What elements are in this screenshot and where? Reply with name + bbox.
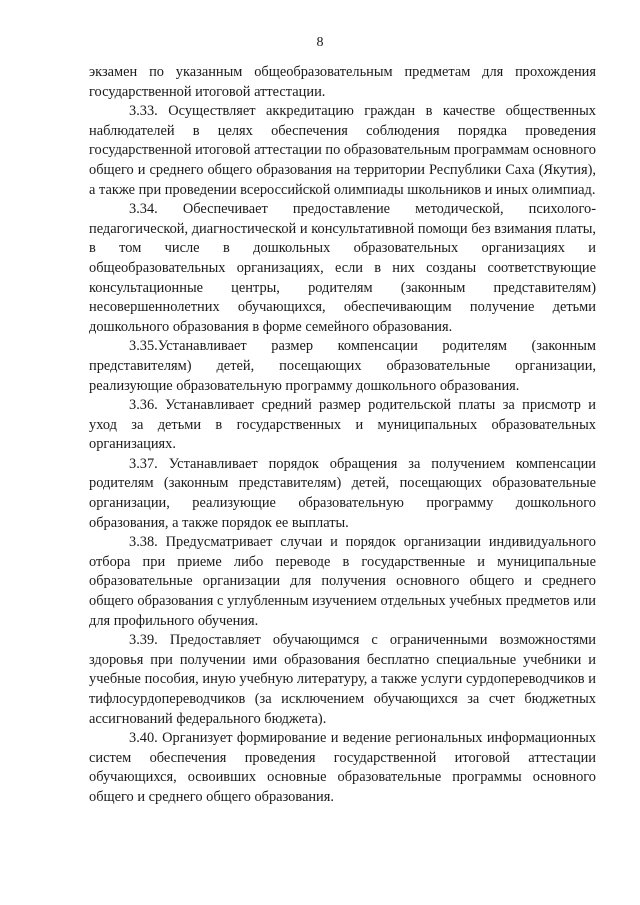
- page-number: 8: [316, 35, 324, 50]
- document-body: [89, 63, 596, 808]
- paragraph-3-39: 3.39. Предоставляет обучающимся с ограниченными возможностями здоровья при получении ими образования бесплатно специальные учебники и учебные пособия, иную учебную литературу, а также услуги сурдопереводчиков и тифлосурдопереводчиков (за исключением обучающихся за счет бюджетных ассигнований федерального бюджета).: [89, 632, 596, 727]
- paragraph-continuation: экзамен по указанным общеобразовательным предметам для прохождения государственной итоговой аттестации.: [89, 64, 596, 100]
- paragraph-3-34: 3.34. Обеспечивает предоставление методической, психолого-педагогической, диагностической и консультативной помощи без взимания платы, в том числе в дошкольных образовательных организациях и общеобразовательных организациях, если в них созданы соответствующие консультационные центры, родителям (законным представителям) несовершеннолетних обучающихся, обеспечивающим получение детьми дошкольного образования в форме семейного образования.: [89, 201, 596, 335]
- paragraph-3-33: 3.33. Осуществляет аккредитацию граждан в качестве общественных наблюдателей в целях обеспечения соблюдения порядка проведения государственной итоговой аттестации по образовательным программам основного общего и среднего общего образования на территории Республики Саха (Якутия), а также при проведении всероссийской олимпиады школьников и иных олимпиад.: [89, 103, 596, 198]
- paragraph-3-35: 3.35.Устанавливает размер компенсации родителям (законным представителям) детей, посещающих образовательные организации, реализующие образовательную программу дошкольного образования.: [89, 338, 596, 394]
- paragraph-3-38: 3.38. Предусматривает случаи и порядок организации индивидуального отбора при приеме либо переводе в государственные и муниципальные образовательные организации для получения основного общего и среднего общего образования с углубленным изучением отдельных учебных предметов или для профильного обучения.: [89, 534, 596, 629]
- paragraph-3-36: 3.36. Устанавливает средний размер родительской платы за присмотр и уход за детьми в государственных и муниципальных образовательных организациях.: [89, 397, 596, 453]
- paragraph-3-37: 3.37. Устанавливает порядок обращения за получением компенсации родителям (законным представителям) детей, посещающих образовательные организации, реализующие образовательную программу дошкольного образования, а также порядок ее выплаты.: [89, 455, 596, 531]
- paragraph-3-40: 3.40. Организует формирование и ведение региональных информационных систем обеспечения проведения государственной итоговой аттестации обучающихся, освоивших основные образовательные программы основного общего и среднего общего образования.: [89, 730, 596, 805]
